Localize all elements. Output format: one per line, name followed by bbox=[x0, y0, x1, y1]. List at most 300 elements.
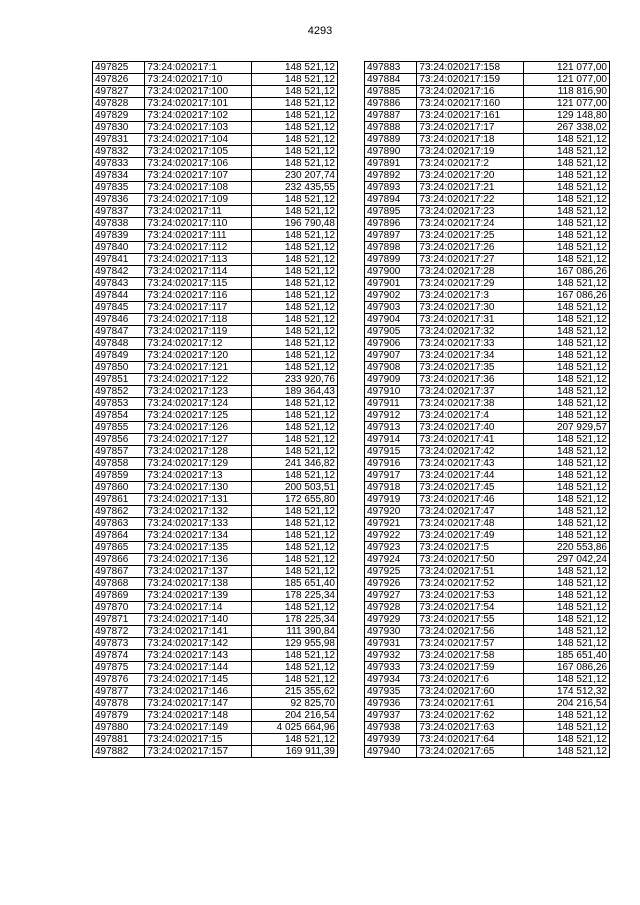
row-number: 497867 bbox=[93, 566, 145, 578]
row-number: 497833 bbox=[93, 158, 145, 170]
table-row bbox=[93, 566, 338, 578]
cadastral-value: 148 521,12 bbox=[252, 278, 338, 290]
cadastral-value: 230 207,74 bbox=[252, 170, 338, 182]
table-row bbox=[365, 698, 610, 710]
cadastral-number: 73:24:020217:108 bbox=[145, 182, 252, 194]
table-row bbox=[365, 506, 610, 518]
cadastral-value: 148 521,12 bbox=[252, 194, 338, 206]
cadastral-number: 73:24:020217:13 bbox=[145, 470, 252, 482]
cadastral-value: 148 521,12 bbox=[524, 374, 610, 386]
cadastral-value: 148 521,12 bbox=[524, 350, 610, 362]
cadastral-number: 73:24:020217:24 bbox=[417, 218, 524, 230]
table-row bbox=[365, 194, 610, 206]
row-number: 497936 bbox=[365, 698, 417, 710]
table-row bbox=[93, 638, 338, 650]
row-number: 497906 bbox=[365, 338, 417, 350]
cadastral-value: 148 521,12 bbox=[524, 734, 610, 746]
table-row bbox=[93, 218, 338, 230]
cadastral-value: 148 521,12 bbox=[524, 302, 610, 314]
table-row bbox=[93, 242, 338, 254]
row-number: 497883 bbox=[365, 62, 417, 74]
cadastral-number: 73:24:020217:144 bbox=[145, 662, 252, 674]
cadastral-number: 73:24:020217:43 bbox=[417, 458, 524, 470]
row-number: 497921 bbox=[365, 518, 417, 530]
cadastral-number: 73:24:020217:101 bbox=[145, 98, 252, 110]
cadastral-value: 148 521,12 bbox=[252, 470, 338, 482]
table-row bbox=[365, 242, 610, 254]
cadastral-value: 148 521,12 bbox=[524, 518, 610, 530]
row-number: 497907 bbox=[365, 350, 417, 362]
row-number: 497895 bbox=[365, 206, 417, 218]
table-row bbox=[365, 62, 610, 74]
row-number: 497863 bbox=[93, 518, 145, 530]
cadastral-number: 73:24:020217:37 bbox=[417, 386, 524, 398]
row-number: 497909 bbox=[365, 374, 417, 386]
row-number: 497896 bbox=[365, 218, 417, 230]
cadastral-number: 73:24:020217:33 bbox=[417, 338, 524, 350]
table-row bbox=[93, 254, 338, 266]
row-number: 497874 bbox=[93, 650, 145, 662]
cadastral-value: 148 521,12 bbox=[524, 506, 610, 518]
row-number: 497912 bbox=[365, 410, 417, 422]
cadastral-value: 111 390,84 bbox=[252, 626, 338, 638]
row-number: 497911 bbox=[365, 398, 417, 410]
row-number: 497840 bbox=[93, 242, 145, 254]
cadastral-value: 148 521,12 bbox=[524, 638, 610, 650]
cadastral-value: 148 521,12 bbox=[524, 230, 610, 242]
cadastral-value: 148 521,12 bbox=[524, 194, 610, 206]
cadastral-number: 73:24:020217:113 bbox=[145, 254, 252, 266]
row-number: 497866 bbox=[93, 554, 145, 566]
table-row bbox=[365, 446, 610, 458]
row-number: 497877 bbox=[93, 686, 145, 698]
cadastral-number: 73:24:020217:126 bbox=[145, 422, 252, 434]
table-row bbox=[93, 650, 338, 662]
cadastral-number: 73:24:020217:59 bbox=[417, 662, 524, 674]
row-number: 497829 bbox=[93, 110, 145, 122]
cadastral-number: 73:24:020217:131 bbox=[145, 494, 252, 506]
cadastral-value: 148 521,12 bbox=[524, 578, 610, 590]
table-row bbox=[365, 326, 610, 338]
table-row bbox=[365, 518, 610, 530]
table-row bbox=[93, 698, 338, 710]
cadastral-number: 73:24:020217:17 bbox=[417, 122, 524, 134]
cadastral-number: 73:24:020217:119 bbox=[145, 326, 252, 338]
cadastral-value: 129 955,98 bbox=[252, 638, 338, 650]
cadastral-number: 73:24:020217:60 bbox=[417, 686, 524, 698]
row-number: 497846 bbox=[93, 314, 145, 326]
cadastral-number: 73:24:020217:143 bbox=[145, 650, 252, 662]
row-number: 497872 bbox=[93, 626, 145, 638]
cadastral-number: 73:24:020217:38 bbox=[417, 398, 524, 410]
row-number: 497859 bbox=[93, 470, 145, 482]
row-number: 497923 bbox=[365, 542, 417, 554]
cadastral-number: 73:24:020217:125 bbox=[145, 410, 252, 422]
cadastral-value: 174 512,32 bbox=[524, 686, 610, 698]
row-number: 497930 bbox=[365, 626, 417, 638]
row-number: 497934 bbox=[365, 674, 417, 686]
cadastral-number: 73:24:020217:148 bbox=[145, 710, 252, 722]
cadastral-value: 148 521,12 bbox=[252, 326, 338, 338]
row-number: 497878 bbox=[93, 698, 145, 710]
cadastral-number: 73:24:020217:31 bbox=[417, 314, 524, 326]
cadastral-value: 121 077,00 bbox=[524, 62, 610, 74]
cadastral-number: 73:24:020217:65 bbox=[417, 746, 524, 758]
row-number: 497916 bbox=[365, 458, 417, 470]
table-row bbox=[365, 98, 610, 110]
row-number: 497843 bbox=[93, 278, 145, 290]
table-row bbox=[93, 326, 338, 338]
table-row bbox=[93, 578, 338, 590]
table-row bbox=[365, 746, 610, 758]
cadastral-value: 297 042,24 bbox=[524, 554, 610, 566]
cadastral-value: 148 521,12 bbox=[524, 446, 610, 458]
cadastral-value: 148 521,12 bbox=[252, 98, 338, 110]
table-row bbox=[93, 602, 338, 614]
cadastral-number: 73:24:020217:158 bbox=[417, 62, 524, 74]
row-number: 497858 bbox=[93, 458, 145, 470]
cadastral-number: 73:24:020217:159 bbox=[417, 74, 524, 86]
cadastral-number: 73:24:020217:146 bbox=[145, 686, 252, 698]
table-row bbox=[365, 338, 610, 350]
cadastral-value: 148 521,12 bbox=[524, 722, 610, 734]
table-row bbox=[93, 542, 338, 554]
row-number: 497938 bbox=[365, 722, 417, 734]
row-number: 497854 bbox=[93, 410, 145, 422]
cadastral-number: 73:24:020217:147 bbox=[145, 698, 252, 710]
cadastral-table-right bbox=[364, 61, 610, 758]
table-row bbox=[365, 314, 610, 326]
row-number: 497865 bbox=[93, 542, 145, 554]
table-row bbox=[93, 734, 338, 746]
table-row bbox=[365, 722, 610, 734]
table-row bbox=[93, 350, 338, 362]
cadastral-value: 148 521,12 bbox=[252, 122, 338, 134]
cadastral-value: 207 929,57 bbox=[524, 422, 610, 434]
row-number: 497891 bbox=[365, 158, 417, 170]
cadastral-value: 148 521,12 bbox=[524, 314, 610, 326]
row-number: 497903 bbox=[365, 302, 417, 314]
table-row bbox=[93, 158, 338, 170]
cadastral-value: 148 521,12 bbox=[524, 146, 610, 158]
cadastral-number: 73:24:020217:62 bbox=[417, 710, 524, 722]
cadastral-number: 73:24:020217:21 bbox=[417, 182, 524, 194]
row-number: 497873 bbox=[93, 638, 145, 650]
cadastral-value: 215 355,62 bbox=[252, 686, 338, 698]
table-row bbox=[365, 290, 610, 302]
cadastral-number: 73:24:020217:42 bbox=[417, 446, 524, 458]
cadastral-number: 73:24:020217:100 bbox=[145, 86, 252, 98]
row-number: 497932 bbox=[365, 650, 417, 662]
cadastral-number: 73:24:020217:4 bbox=[417, 410, 524, 422]
table-row bbox=[365, 482, 610, 494]
cadastral-number: 73:24:020217:28 bbox=[417, 266, 524, 278]
table-row bbox=[93, 290, 338, 302]
table-row bbox=[93, 434, 338, 446]
table-row bbox=[365, 374, 610, 386]
row-number: 497905 bbox=[365, 326, 417, 338]
table-row bbox=[365, 494, 610, 506]
cadastral-value: 148 521,12 bbox=[524, 530, 610, 542]
row-number: 497852 bbox=[93, 386, 145, 398]
row-number: 497929 bbox=[365, 614, 417, 626]
cadastral-value: 148 521,12 bbox=[252, 74, 338, 86]
cadastral-number: 73:24:020217:47 bbox=[417, 506, 524, 518]
cadastral-value: 148 521,12 bbox=[252, 110, 338, 122]
table-row bbox=[93, 182, 338, 194]
row-number: 497868 bbox=[93, 578, 145, 590]
row-number: 497893 bbox=[365, 182, 417, 194]
cadastral-number: 73:24:020217:46 bbox=[417, 494, 524, 506]
cadastral-number: 73:24:020217:44 bbox=[417, 470, 524, 482]
cadastral-number: 73:24:020217:61 bbox=[417, 698, 524, 710]
cadastral-value: 148 521,12 bbox=[524, 206, 610, 218]
row-number: 497876 bbox=[93, 674, 145, 686]
cadastral-number: 73:24:020217:29 bbox=[417, 278, 524, 290]
table-body-left bbox=[93, 62, 338, 758]
cadastral-number: 73:24:020217:104 bbox=[145, 134, 252, 146]
row-number: 497832 bbox=[93, 146, 145, 158]
cadastral-value: 204 216,54 bbox=[524, 698, 610, 710]
table-row bbox=[93, 626, 338, 638]
table-row bbox=[93, 746, 338, 758]
cadastral-number: 73:24:020217:116 bbox=[145, 290, 252, 302]
table-row bbox=[93, 194, 338, 206]
table-row bbox=[365, 398, 610, 410]
cadastral-value: 148 521,12 bbox=[524, 602, 610, 614]
cadastral-value: 148 521,12 bbox=[524, 674, 610, 686]
table-row bbox=[93, 62, 338, 74]
cadastral-number: 73:24:020217:11 bbox=[145, 206, 252, 218]
row-number: 497904 bbox=[365, 314, 417, 326]
cadastral-number: 73:24:020217:103 bbox=[145, 122, 252, 134]
cadastral-value: 148 521,12 bbox=[524, 494, 610, 506]
row-number: 497910 bbox=[365, 386, 417, 398]
table-row bbox=[93, 662, 338, 674]
cadastral-value: 148 521,12 bbox=[524, 326, 610, 338]
table-row bbox=[93, 494, 338, 506]
row-number: 497908 bbox=[365, 362, 417, 374]
cadastral-number: 73:24:020217:40 bbox=[417, 422, 524, 434]
cadastral-value: 148 521,12 bbox=[252, 302, 338, 314]
cadastral-number: 73:24:020217:36 bbox=[417, 374, 524, 386]
cadastral-value: 148 521,12 bbox=[524, 158, 610, 170]
cadastral-value: 172 655,80 bbox=[252, 494, 338, 506]
table-row bbox=[365, 626, 610, 638]
cadastral-number: 73:24:020217:35 bbox=[417, 362, 524, 374]
table-row bbox=[93, 398, 338, 410]
row-number: 497831 bbox=[93, 134, 145, 146]
cadastral-number: 73:24:020217:57 bbox=[417, 638, 524, 650]
row-number: 497892 bbox=[365, 170, 417, 182]
table-row bbox=[93, 266, 338, 278]
row-number: 497925 bbox=[365, 566, 417, 578]
cadastral-number: 73:24:020217:142 bbox=[145, 638, 252, 650]
table-row bbox=[93, 386, 338, 398]
row-number: 497834 bbox=[93, 170, 145, 182]
row-number: 497851 bbox=[93, 374, 145, 386]
cadastral-value: 148 521,12 bbox=[252, 506, 338, 518]
cadastral-number: 73:24:020217:5 bbox=[417, 542, 524, 554]
table-row bbox=[93, 170, 338, 182]
row-number: 497914 bbox=[365, 434, 417, 446]
cadastral-number: 73:24:020217:64 bbox=[417, 734, 524, 746]
cadastral-value: 178 225,34 bbox=[252, 614, 338, 626]
table-row bbox=[93, 686, 338, 698]
cadastral-value: 148 521,12 bbox=[252, 398, 338, 410]
cadastral-value: 148 521,12 bbox=[252, 662, 338, 674]
table-row bbox=[365, 734, 610, 746]
cadastral-value: 148 521,12 bbox=[252, 446, 338, 458]
row-number: 497855 bbox=[93, 422, 145, 434]
cadastral-value: 129 148,80 bbox=[524, 110, 610, 122]
cadastral-value: 148 521,12 bbox=[252, 518, 338, 530]
row-number: 497841 bbox=[93, 254, 145, 266]
row-number: 497826 bbox=[93, 74, 145, 86]
cadastral-number: 73:24:020217:30 bbox=[417, 302, 524, 314]
cadastral-value: 148 521,12 bbox=[252, 314, 338, 326]
cadastral-number: 73:24:020217:22 bbox=[417, 194, 524, 206]
table-row bbox=[365, 674, 610, 686]
row-number: 497870 bbox=[93, 602, 145, 614]
cadastral-value: 121 077,00 bbox=[524, 98, 610, 110]
row-number: 497825 bbox=[93, 62, 145, 74]
table-row bbox=[93, 518, 338, 530]
table-row bbox=[365, 650, 610, 662]
row-number: 497900 bbox=[365, 266, 417, 278]
row-number: 497931 bbox=[365, 638, 417, 650]
row-number: 497885 bbox=[365, 86, 417, 98]
row-number: 497828 bbox=[93, 98, 145, 110]
cadastral-value: 148 521,12 bbox=[252, 338, 338, 350]
cadastral-value: 148 521,12 bbox=[524, 182, 610, 194]
cadastral-value: 148 521,12 bbox=[524, 566, 610, 578]
cadastral-value: 200 503,51 bbox=[252, 482, 338, 494]
cadastral-number: 73:24:020217:27 bbox=[417, 254, 524, 266]
table-row bbox=[93, 206, 338, 218]
table-row bbox=[365, 278, 610, 290]
cadastral-value: 232 435,55 bbox=[252, 182, 338, 194]
table-row bbox=[365, 350, 610, 362]
cadastral-number: 73:24:020217:137 bbox=[145, 566, 252, 578]
cadastral-value: 185 651,40 bbox=[524, 650, 610, 662]
cadastral-number: 73:24:020217:58 bbox=[417, 650, 524, 662]
cadastral-value: 148 521,12 bbox=[252, 290, 338, 302]
row-number: 497879 bbox=[93, 710, 145, 722]
cadastral-number: 73:24:020217:20 bbox=[417, 170, 524, 182]
row-number: 497886 bbox=[365, 98, 417, 110]
cadastral-number: 73:24:020217:136 bbox=[145, 554, 252, 566]
table-row bbox=[365, 74, 610, 86]
table-row bbox=[365, 542, 610, 554]
cadastral-number: 73:24:020217:48 bbox=[417, 518, 524, 530]
cadastral-value: 148 521,12 bbox=[524, 626, 610, 638]
table-row bbox=[93, 86, 338, 98]
cadastral-value: 148 521,12 bbox=[524, 614, 610, 626]
row-number: 497888 bbox=[365, 122, 417, 134]
row-number: 497920 bbox=[365, 506, 417, 518]
row-number: 497937 bbox=[365, 710, 417, 722]
cadastral-number: 73:24:020217:18 bbox=[417, 134, 524, 146]
cadastral-number: 73:24:020217:23 bbox=[417, 206, 524, 218]
row-number: 497869 bbox=[93, 590, 145, 602]
table-row bbox=[365, 458, 610, 470]
cadastral-value: 148 521,12 bbox=[524, 746, 610, 758]
cadastral-number: 73:24:020217:118 bbox=[145, 314, 252, 326]
cadastral-number: 73:24:020217:50 bbox=[417, 554, 524, 566]
cadastral-value: 178 225,34 bbox=[252, 590, 338, 602]
row-number: 497887 bbox=[365, 110, 417, 122]
table-row bbox=[365, 218, 610, 230]
table-row bbox=[365, 410, 610, 422]
cadastral-value: 148 521,12 bbox=[252, 350, 338, 362]
row-number: 497842 bbox=[93, 266, 145, 278]
row-number: 497902 bbox=[365, 290, 417, 302]
row-number: 497919 bbox=[365, 494, 417, 506]
row-number: 497894 bbox=[365, 194, 417, 206]
row-number: 497898 bbox=[365, 242, 417, 254]
cadastral-value: 4 025 664,96 bbox=[252, 722, 338, 734]
table-row bbox=[93, 362, 338, 374]
cadastral-number: 73:24:020217:34 bbox=[417, 350, 524, 362]
cadastral-number: 73:24:020217:45 bbox=[417, 482, 524, 494]
table-row bbox=[93, 530, 338, 542]
cadastral-value: 148 521,12 bbox=[524, 278, 610, 290]
table-row bbox=[365, 638, 610, 650]
cadastral-value: 167 086,26 bbox=[524, 662, 610, 674]
table-row bbox=[365, 362, 610, 374]
cadastral-value: 148 521,12 bbox=[252, 62, 338, 74]
cadastral-value: 148 521,12 bbox=[252, 266, 338, 278]
cadastral-value: 267 338,02 bbox=[524, 122, 610, 134]
cadastral-number: 73:24:020217:112 bbox=[145, 242, 252, 254]
row-number: 497849 bbox=[93, 350, 145, 362]
table-body-right bbox=[365, 62, 610, 758]
cadastral-number: 73:24:020217:16 bbox=[417, 86, 524, 98]
cadastral-number: 73:24:020217:115 bbox=[145, 278, 252, 290]
table-row bbox=[365, 146, 610, 158]
table-row bbox=[365, 554, 610, 566]
cadastral-number: 73:24:020217:3 bbox=[417, 290, 524, 302]
cadastral-value: 148 521,12 bbox=[524, 242, 610, 254]
row-number: 497882 bbox=[93, 746, 145, 758]
cadastral-number: 73:24:020217:102 bbox=[145, 110, 252, 122]
cadastral-number: 73:24:020217:109 bbox=[145, 194, 252, 206]
cadastral-value: 148 521,12 bbox=[252, 422, 338, 434]
cadastral-value: 148 521,12 bbox=[252, 542, 338, 554]
cadastral-number: 73:24:020217:157 bbox=[145, 746, 252, 758]
table-row bbox=[365, 566, 610, 578]
table-row bbox=[365, 266, 610, 278]
cadastral-number: 73:24:020217:1 bbox=[145, 62, 252, 74]
row-number: 497922 bbox=[365, 530, 417, 542]
cadastral-number: 73:24:020217:25 bbox=[417, 230, 524, 242]
cadastral-value: 148 521,12 bbox=[524, 482, 610, 494]
cadastral-number: 73:24:020217:10 bbox=[145, 74, 252, 86]
cadastral-value: 148 521,12 bbox=[252, 158, 338, 170]
cadastral-value: 220 553,86 bbox=[524, 542, 610, 554]
table-row bbox=[93, 230, 338, 242]
table-row bbox=[365, 530, 610, 542]
table-row bbox=[365, 206, 610, 218]
cadastral-number: 73:24:020217:161 bbox=[417, 110, 524, 122]
cadastral-value: 148 521,12 bbox=[252, 242, 338, 254]
cadastral-value: 148 521,12 bbox=[524, 398, 610, 410]
cadastral-value: 118 816,90 bbox=[524, 86, 610, 98]
table-row bbox=[365, 230, 610, 242]
row-number: 497924 bbox=[365, 554, 417, 566]
cadastral-value: 169 911,39 bbox=[252, 746, 338, 758]
